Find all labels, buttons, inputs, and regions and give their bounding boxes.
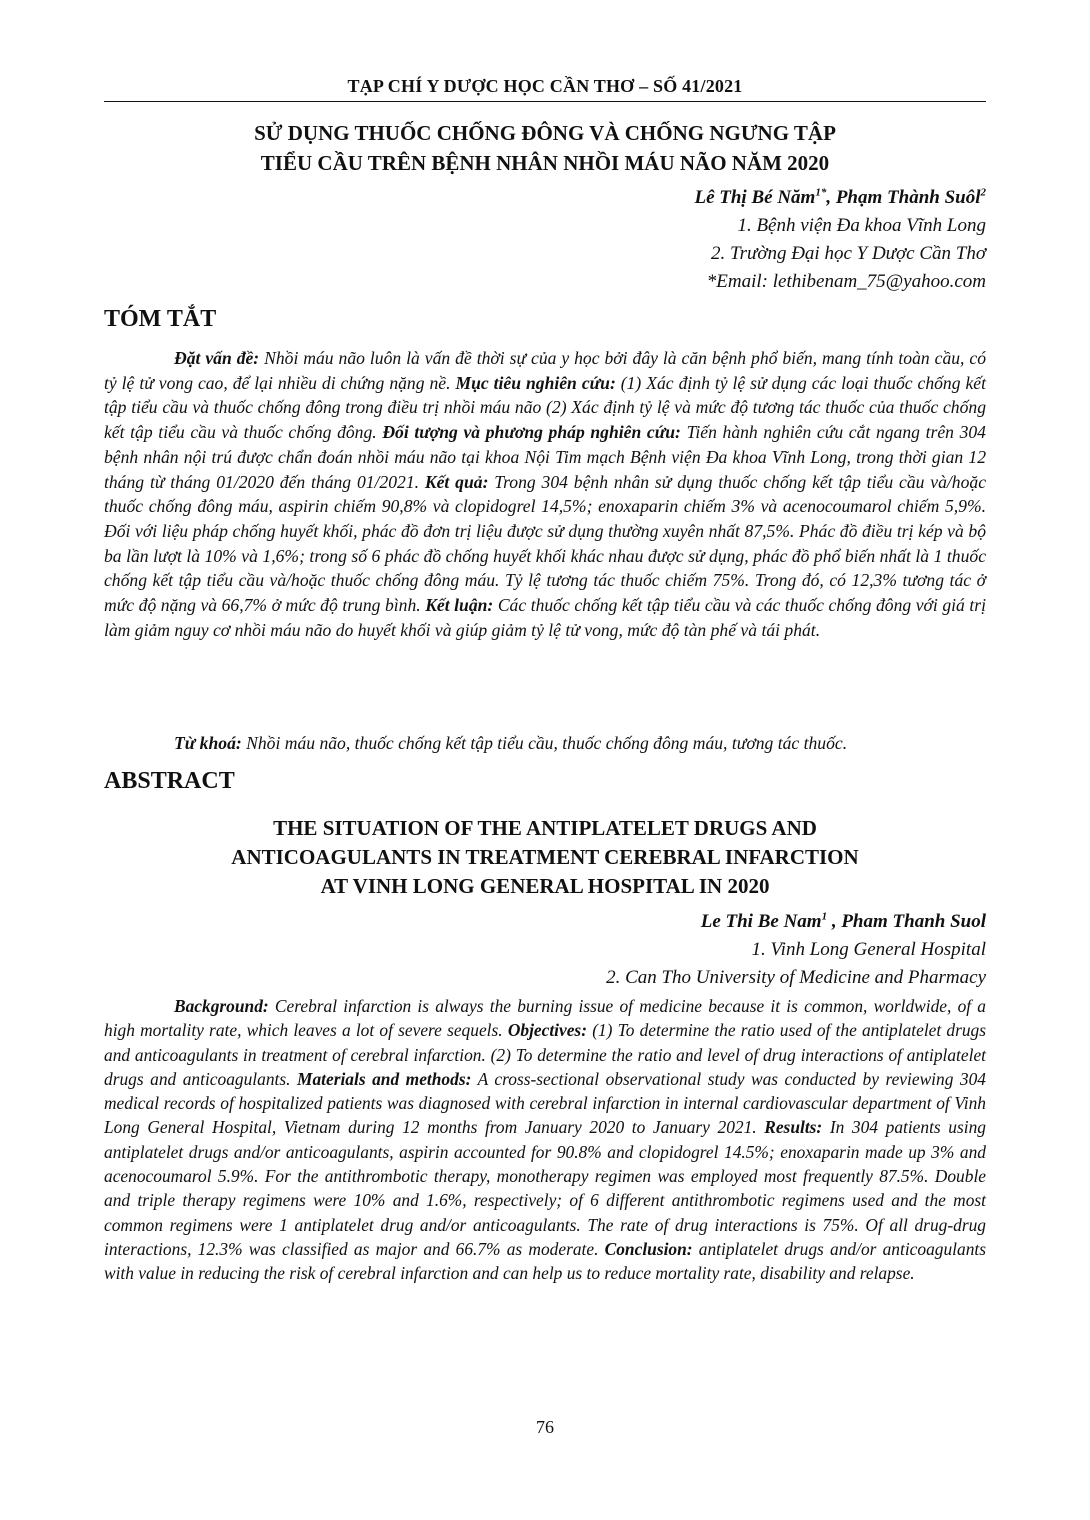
- author-2: Phạm Thành Suôl: [835, 187, 981, 208]
- author-1: Le Thi Be Nam: [700, 911, 822, 932]
- section-text: A cross-sectional observational study was conducted by reviewing 304 medical records of hospitalized patients was diagnosed with cerebral infarction in internal cardiovascular department of Vinh Long General Hospital, Vietnam during 12 months from January 2020 to January 2021.: [104, 1068, 986, 1138]
- section-label: Đối tượng và phương pháp nghiên cứu:: [382, 422, 681, 443]
- title-vn-line: TIỂU CẦU TRÊN BỆNH NHÂN NHỒI MÁU NÃO NĂM 2020: [260, 151, 830, 175]
- section-text: Nhồi máu não luôn là vấn đề thời sự của y học bởi đây là căn bệnh phổ biến, mang tính toàn cầu, có tỷ lệ tử vong cao, để lại nhiều di chứng nặng nề.: [104, 348, 986, 393]
- section-label: Kết quả:: [424, 471, 489, 492]
- section-text: In 304 patients using antiplatelet drugs and/or anticoagulants, aspirin accounted for 90.8% and clopidogrel 14.5%; enoxaparin made up 3% and acenocoumarol 5.9%. For the antithrombotic therapy, monotherapy regimen was employed most frequently 87.5%. Double and triple therapy regimens were 10% and 1.6%, respectively; of 6 different antithrombotic regimens used and the most common regimens were 1 antiplatelet drug and/or anticoagulants. The rate of drug interactions is 75%. Of all drug-drug interactions, 12.3% was classified as major and 66.7% as moderate.: [104, 1117, 986, 1259]
- abstract-heading: ABSTRACT: [104, 768, 235, 794]
- keywords-label: Từ khoá:: [174, 733, 242, 753]
- keywords-vn: [104, 733, 986, 754]
- affiliation-1: 1. Vinh Long General Hospital: [751, 939, 986, 960]
- affiliation-2: 2. Trường Đại học Y Dược Cần Thơ: [711, 243, 986, 264]
- section-label: Conclusion:: [604, 1238, 693, 1259]
- author-sep: ,: [826, 187, 836, 208]
- affiliation-2: 2. Can Tho University of Medicine and Pharmacy: [606, 967, 986, 988]
- section-text: (1) To determine the ratio used of the antiplatelet drugs and anticoagulants in treatment of cerebral infarction. (2) To determine the ratio and level of drug interactions of antiplatelet drugs and anticoagulants.: [104, 1020, 987, 1089]
- tomtat-heading: TÓM TẮT: [104, 306, 217, 332]
- author-2-sup: 2: [980, 186, 986, 199]
- abstract-en: [104, 994, 986, 1286]
- email: *Email: lethibenam_75@yahoo.com: [706, 271, 986, 292]
- page-number: 76: [536, 1417, 554, 1437]
- keywords-text: Nhồi máu não, thuốc chống kết tập tiểu cầu, thuốc chống đông máu, tương tác thuốc.: [241, 733, 848, 753]
- author-line-en: [104, 908, 986, 936]
- title-en-line: ANTICOAGULANTS IN TREATMENT CEREBRAL INFARCTION: [231, 845, 859, 869]
- author-sep: ,: [827, 911, 842, 932]
- author-line-vn: [104, 184, 986, 212]
- section-label: Đặt vấn đề:: [174, 348, 260, 368]
- author-2: Pham Thanh Suol: [841, 911, 986, 932]
- section-text: Tiến hành nghiên cứu cắt ngang trên 304 bệnh nhân nội trú được chẩn đoán nhồi máu não tại khoa Nội Tim mạch Bệnh viện Đa khoa Vĩnh Long, trong thời gian 12 tháng từ tháng 01/2020 đến tháng 01/2021.: [104, 422, 986, 492]
- section-text: antiplatelet drugs and/or anticoagulants with value in reducing the risk of cerebral infarction and can help us to reduce mortality rate, disability and relapse.: [104, 1238, 986, 1284]
- section-text: Cerebral infarction is always the burning issue of medicine because it is common, worldwide, of a high mortality rate, which leaves a lot of severe sequels.: [104, 996, 986, 1041]
- author-1-sup: 1: [821, 910, 828, 923]
- title-vn: [104, 118, 986, 178]
- authors-vn: [104, 184, 986, 296]
- author-1: Lê Thị Bé Năm: [694, 187, 816, 208]
- title-en-line: THE SITUATION OF THE ANTIPLATELET DRUGS AND: [273, 816, 817, 840]
- title-en: [104, 814, 986, 901]
- journal-header: TẠP CHÍ Y DƯỢC HỌC CẦN THƠ – SỐ 41/2021: [347, 76, 743, 96]
- author-1-sup: 1*: [815, 186, 827, 199]
- abstract-en-paragraph: [104, 994, 986, 1286]
- authors-en: [104, 908, 986, 992]
- header-rule: [104, 101, 986, 102]
- section-label: Materials and methods:: [296, 1068, 472, 1089]
- section-text: Trong 304 bệnh nhân sử dụng thuốc chống kết tập tiểu cầu và/hoặc thuốc chống đông máu, aspirin chiếm 90,8% và clopidogrel 14,5%; enoxaparin chiếm 3% và acenocoumarol chiếm 5,9%. Đối với liệu pháp chống huyết khối, phác đồ đơn trị liệu được sử dụng thường xuyên nhất 87,5%. Phác đồ điều trị kép và bộ ba lần lượt là 10% và 1,6%; trong số 6 phác đồ chống huyết khối khác nhau được sử dụng, phác đồ phổ biến nhất là 1 thuốc chống kết tập tiểu cầu và/hoặc thuốc chống đông máu. Tỷ lệ tương tác thuốc chiếm 75%. Trong đó, có 12,3% tương tác ở mức độ nặng và 66,7% ở mức độ trung bình.: [104, 471, 986, 616]
- section-label: Mục tiêu nghiên cứu:: [455, 372, 616, 393]
- section-text: (1) Xác định tỷ lệ sử dụng các loại thuốc chống kết tập tiểu cầu và thuốc chống đông trong điều trị nhồi máu não (2) Xác định tỷ lệ và mức độ tương tác thuốc của thuốc chống kết tập tiểu cầu và thuốc chống đông.: [104, 372, 986, 443]
- title-vn-line: SỬ DỤNG THUỐC CHỐNG ĐÔNG VÀ CHỐNG NGƯNG TẬP: [254, 121, 836, 145]
- abstract-vn-paragraph: [104, 346, 986, 642]
- section-text: Các thuốc chống kết tập tiểu cầu và các thuốc chống đông với giá trị làm giảm nguy cơ nhồi máu não do huyết khối và giúp giảm tỷ lệ tử vong, mức độ tàn phế và tái phát.: [104, 595, 986, 640]
- abstract-vn: [104, 346, 986, 642]
- affiliation-1: 1. Bệnh viện Đa khoa Vĩnh Long: [737, 215, 986, 236]
- section-label: Objectives:: [507, 1020, 587, 1041]
- section-label: Kết luận:: [425, 595, 494, 616]
- section-label: Results:: [764, 1117, 823, 1138]
- title-en-line: AT VINH LONG GENERAL HOSPITAL IN 2020: [320, 874, 770, 898]
- section-label: Background:: [174, 996, 269, 1016]
